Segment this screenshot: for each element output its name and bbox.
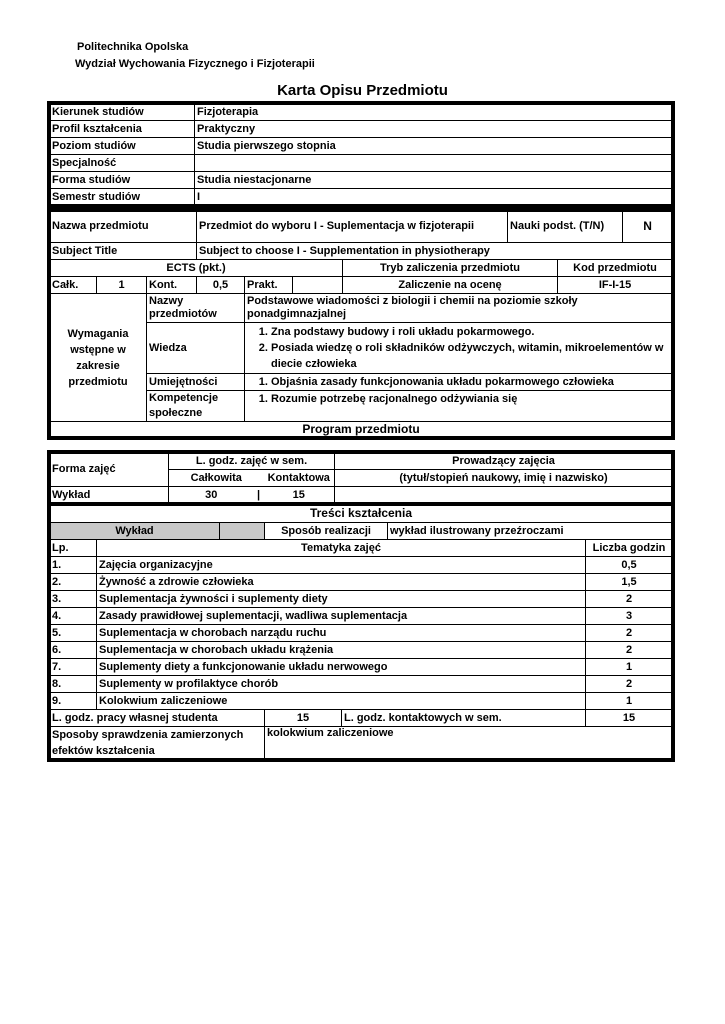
study-info-label: Poziom studiów <box>50 138 195 155</box>
topic-lp: 5. <box>50 625 97 642</box>
kod-value: IF-I-15 <box>558 277 673 294</box>
basic-science-label: Nauki podst. (T/N) <box>508 211 623 243</box>
umiejetnosci-cell <box>245 374 673 391</box>
study-info-value: Praktyczny <box>195 121 673 138</box>
umiejetnosci-list <box>247 376 670 389</box>
topic-hours: 3 <box>586 608 673 625</box>
content-type: Wykład <box>50 523 220 540</box>
prakt-value <box>293 277 343 294</box>
subject-name-value: Przedmiot do wyboru I - Suplementacja w fizjoterapii <box>197 211 508 243</box>
topic-row <box>50 693 673 710</box>
own-work-label: L. godz. pracy własnej studenta <box>50 710 265 727</box>
faculty-name: Wydział Wychowania Fizycznego i Fizjoterapii <box>75 58 315 70</box>
content-heading: Treści kształcenia <box>50 505 673 523</box>
kod-label: Kod przedmiotu <box>558 260 673 277</box>
topic-row <box>50 608 673 625</box>
topic-hours: 2 <box>586 591 673 608</box>
topic-name: Żywność a zdrowie człowieka <box>97 574 586 591</box>
calk-value: 1 <box>97 277 147 294</box>
study-info-value: Fizjoterapia <box>195 104 673 121</box>
subject-section <box>47 208 675 440</box>
topic-hours: 2 <box>586 642 673 659</box>
study-info-value: Studia niestacjonarne <box>195 172 673 189</box>
wiedza-list <box>247 324 670 372</box>
topic-lp: 6. <box>50 642 97 659</box>
topic-name: Zasady prawidłowej suplementacji, wadliwa suplementacja <box>97 608 586 625</box>
forma-label: Forma zajęć <box>50 453 169 487</box>
temat-header: Tematyka zajęć <box>97 540 586 557</box>
topic-name: Kolokwium zaliczeniowe <box>97 693 586 710</box>
study-info-label: Specjalność <box>50 155 195 172</box>
nazwy-label: Nazwy przedmiotów <box>147 294 245 323</box>
topic-name: Suplementacja w chorobach narządu ruchu <box>97 625 586 642</box>
topic-name: Zajęcia organizacyjne <box>97 557 586 574</box>
kont-label: Kont. <box>147 277 197 294</box>
list-item: 2. Posiada wiedzę o roli składników odżywczych, witamin, mikroelementów w diecie człowieka <box>271 340 670 372</box>
study-info-row <box>50 155 673 172</box>
subject-title-label: Subject Title <box>50 243 197 260</box>
contact-value: 15 <box>586 710 673 727</box>
list-item: 1. Rozumie potrzebę racjonalnego odżywiania się <box>271 393 670 406</box>
study-info-row <box>50 104 673 121</box>
topic-row <box>50 659 673 676</box>
list-item: 1. Zna podstawy budowy i roli układu pokarmowego. <box>271 324 670 340</box>
content-section <box>47 502 675 762</box>
assessment-value: kolokwium zaliczeniowe <box>265 727 673 760</box>
topic-name: Suplementacja w chorobach układu krążenia <box>97 642 586 659</box>
sposob-value: wykład ilustrowany przeźroczami <box>388 523 673 540</box>
contact-label: L. godz. kontaktowych w sem. <box>342 710 586 727</box>
program-separator: | <box>254 487 264 504</box>
topic-hours: 2 <box>586 676 673 693</box>
umiejetnosci-label: Umiejętności <box>147 374 245 391</box>
godz-label: L. godz. zajęć w sem. <box>169 453 335 470</box>
topic-lp: 9. <box>50 693 97 710</box>
tryb-label: Tryb zaliczenia przedmiotu <box>343 260 558 277</box>
topic-hours: 2 <box>586 625 673 642</box>
topic-lp: 3. <box>50 591 97 608</box>
program-heading: Program przedmiotu <box>50 422 673 438</box>
kont-value: 0,5 <box>197 277 245 294</box>
topic-hours: 1,5 <box>586 574 673 591</box>
study-info-row <box>50 121 673 138</box>
prerequisites-label: Wymagania wstępne w zakresie przedmiotu <box>50 294 147 422</box>
subject-name-label: Nazwa przedmiotu <box>50 211 197 243</box>
assessment-label: Sposoby sprawdzenia zamierzonych efektów kształcenia <box>50 727 265 760</box>
nazwy-value: Podstawowe wiadomości z biologii i chemii na poziomie szkoły ponadgimnazjalnej <box>245 294 673 323</box>
study-info-value <box>195 155 673 172</box>
program-section <box>47 450 675 506</box>
program-table <box>49 452 673 504</box>
topic-row <box>50 574 673 591</box>
study-info-label: Profil kształcenia <box>50 121 195 138</box>
topic-row <box>50 557 673 574</box>
topic-lp: 7. <box>50 659 97 676</box>
topic-lp: 4. <box>50 608 97 625</box>
study-info-label: Forma studiów <box>50 172 195 189</box>
list-item: 1. Objaśnia zasady funkcjonowania układu pokarmowego człowieka <box>271 376 670 389</box>
study-info-row <box>50 138 673 155</box>
page-title: Karta Opisu Przedmiotu <box>277 82 448 99</box>
program-kontaktowa: 15 <box>264 487 335 504</box>
program-prowadzacy <box>335 487 673 504</box>
content-type-spacer <box>220 523 265 540</box>
topic-hours: 1 <box>586 693 673 710</box>
study-info-section <box>47 101 675 208</box>
prowadzacy-label: Prowadzący zajęcia <box>335 453 673 470</box>
topic-row <box>50 642 673 659</box>
wiedza-label: Wiedza <box>147 323 245 374</box>
lp-header: Lp. <box>50 540 97 557</box>
kompetencje-list <box>247 393 670 406</box>
subject-table <box>49 210 673 438</box>
hours-header: Liczba godzin <box>586 540 673 557</box>
prowadzacy-sub: (tytuł/stopień naukowy, imię i nazwisko) <box>335 470 673 487</box>
topic-name: Suplementacja żywności i suplementy diety <box>97 591 586 608</box>
topic-hours: 1 <box>586 659 673 676</box>
content-table <box>49 504 673 760</box>
prakt-label: Prakt. <box>245 277 293 294</box>
subject-title-value: Subject to choose I - Supplementation in physiotherapy <box>197 243 673 260</box>
study-info-label: Kierunek studiów <box>50 104 195 121</box>
ects-label: ECTS (pkt.) <box>50 260 343 277</box>
study-info-row <box>50 189 673 206</box>
study-info-table <box>49 103 673 206</box>
calkowita-label: Całkowita <box>169 470 264 487</box>
kompetencje-cell <box>245 391 673 422</box>
study-info-value: I <box>195 189 673 206</box>
study-info-value: Studia pierwszego stopnia <box>195 138 673 155</box>
calk-label: Całk. <box>50 277 97 294</box>
topic-lp: 8. <box>50 676 97 693</box>
program-calkowita: 30 <box>169 487 254 504</box>
topic-lp: 2. <box>50 574 97 591</box>
kontaktowa-label: Kontaktowa <box>264 470 335 487</box>
topic-row <box>50 625 673 642</box>
topic-lp: 1. <box>50 557 97 574</box>
topic-name: Suplementy w profilaktyce chorób <box>97 676 586 693</box>
own-work-value: 15 <box>265 710 342 727</box>
sposob-label: Sposób realizacji <box>265 523 388 540</box>
study-info-label: Semestr studiów <box>50 189 195 206</box>
topic-row <box>50 676 673 693</box>
wiedza-cell <box>245 323 673 374</box>
kompetencje-label: Kompetencje społeczne <box>147 391 245 422</box>
program-forma: Wykład <box>50 487 169 504</box>
university-name: Politechnika Opolska <box>77 41 189 53</box>
tryb-value: Zaliczenie na ocenę <box>343 277 558 294</box>
basic-science-value: N <box>623 211 673 243</box>
topic-row <box>50 591 673 608</box>
study-info-row <box>50 172 673 189</box>
topic-hours: 0,5 <box>586 557 673 574</box>
program-row <box>50 487 673 504</box>
topic-name: Suplementy diety a funkcjonowanie układu nerwowego <box>97 659 586 676</box>
